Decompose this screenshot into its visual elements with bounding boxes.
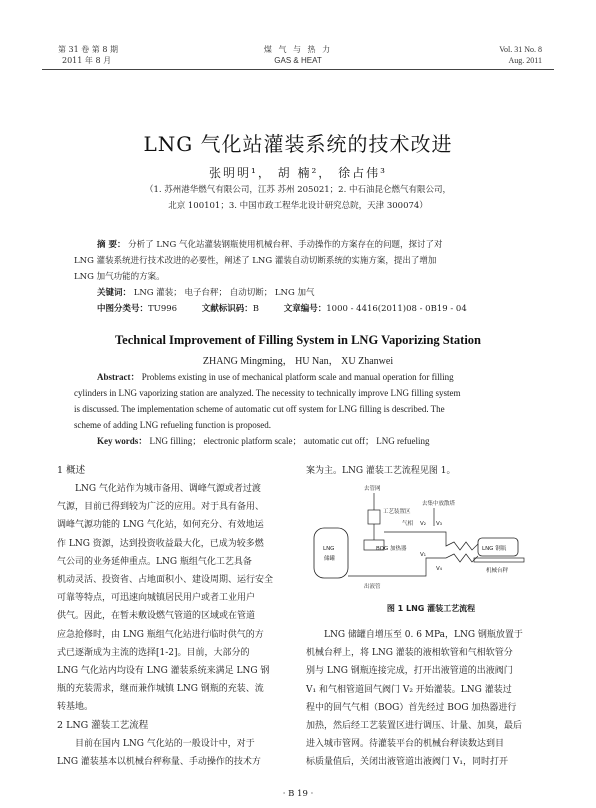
abstract-en-line-4: scheme of adding LNG refueling function is proposed. xyxy=(74,420,271,430)
abstract-en-text-1: Problems existing in use of mechanical platform scale and manual operation for filling xyxy=(141,372,454,382)
header-date-en: Aug. 2011 xyxy=(508,56,542,65)
page-title-en: Technical Improvement of Filling System in LNG Vaporizing Station xyxy=(114,333,481,347)
journal-name-en: GAS & HEAT xyxy=(274,56,322,65)
body-line: LNG 储罐自增压至 0. 6 MPa，LNG 钢瓶放置于 xyxy=(324,630,523,640)
abstract-en-line-2: cylinders in LNG vaporizing station are analyzed. The necessity to technically improve LNG filling system xyxy=(74,388,461,398)
abstract-zh-label: 摘 要： xyxy=(97,240,126,250)
tower-label: 去集中放散塔 xyxy=(422,501,456,507)
header-date-zh: 2011 年 8 月 xyxy=(62,56,112,65)
journal-name-zh: 煤 气 与 热 力 xyxy=(263,45,333,54)
body-line: 调峰气源功能的 LNG 气化站，如何充分、有效地运 xyxy=(57,520,264,531)
body-line: V₁ 和气相管道回气阀门 V₂ 开始灌装。LNG 灌装过 xyxy=(306,684,512,695)
lng-tank-shape xyxy=(314,528,348,578)
lng-filling-process-diagram xyxy=(306,480,556,600)
body-line: 标质量值后，关闭出液管道出液阀门 V₁，同时打开 xyxy=(306,757,508,768)
page-title-zh: LNG 气化站灌装系统的技术改进 xyxy=(143,132,453,156)
header-volume-en: Vol. 31 No. 8 xyxy=(499,45,542,54)
valve-v2-label: V₂ xyxy=(420,521,426,527)
valve-v1-label: V₁ xyxy=(420,552,426,558)
header-rule xyxy=(42,69,554,70)
abstract-zh-line-2: LNG 灌装系统进行技术改进的必要性，阐述了 LNG 灌装自动切断系统的实施方案，提出了增加 xyxy=(74,256,437,266)
process-unit-box xyxy=(368,510,380,524)
clc-code: TU996 xyxy=(148,304,178,314)
body-line: 进入城市管网。待灌装平台的机械台秤读数达到目 xyxy=(306,739,505,750)
vent-label: 去管网 xyxy=(364,486,381,492)
body-line: 别与 LNG 钢瓶连接完成，打开出液管道的出液阀门 xyxy=(306,666,513,677)
affiliation-line-1: （1. 苏州港华燃气有限公司，江苏 苏州 205021；2. 中石油昆仑燃气有限公司， xyxy=(145,185,451,195)
doc-code-label: 文献标识码： xyxy=(201,304,253,314)
right-column-body xyxy=(306,626,556,772)
scale-shape xyxy=(474,558,524,562)
abstract-en-label: Abstract： xyxy=(97,372,140,382)
keywords-en-text: LNG filling； electronic platform scale； automatic cut off； LNG refueling xyxy=(149,436,430,446)
body-line: 机械台秤上，将 LNG 灌装的液相软管和气相软管分 xyxy=(306,648,513,659)
body-line: 瓶的充装需求，继而兼作城镇 LNG 钢瓶的充装、流 xyxy=(57,684,264,695)
keywords-en-label: Key words： xyxy=(97,436,148,446)
section-2-title: 2 LNG 灌装工艺流程 xyxy=(57,719,149,731)
abstract-zh-text-1: 分析了 LNG 气化站灌装钢瓶使用机械台秤、手动操作的方案存在的问题，探讨了对 xyxy=(128,240,443,250)
classification-line xyxy=(97,301,467,317)
body-line: 可靠等特点，可迅速向城镇居民用户或者工业用户 xyxy=(57,593,256,604)
left-column-body xyxy=(57,480,297,771)
article-no-label: 文章编号： xyxy=(283,304,327,314)
keywords-zh xyxy=(97,285,314,301)
scale-label: 机械台秤 xyxy=(486,568,509,574)
doc-code: B xyxy=(252,304,260,314)
body-line: LNG 气化站内均设有 LNG 灌装系统来满足 LNG 钢 xyxy=(57,666,270,677)
body-line: 转基地。 xyxy=(57,702,94,713)
cylinder-label: LNG 钢瓶 xyxy=(482,546,507,552)
keywords-zh-label: 关键词： xyxy=(97,288,132,298)
body-line: 作 LNG 资源，达到投资收益最大化，已成为较多燃 xyxy=(57,538,264,549)
liquid-line-label: 出液管 xyxy=(364,584,381,590)
body-line: LNG 灌装基本以机械台秤称量、手动操作的技术方 xyxy=(57,757,261,768)
keywords-en xyxy=(97,433,430,449)
abstract-zh-line-3: LNG 加气功能的方案。 xyxy=(74,272,165,282)
body-line: LNG 气化站作为城市备用、调峰气源或者过渡 xyxy=(75,484,261,494)
tank-label-2: 储罐 xyxy=(324,556,336,562)
body-line: 加热，然后经工艺装置区进行调压、计量、加臭，最后 xyxy=(306,721,523,732)
article-no: 1000 - 4416(2011)08 - 0B19 - 04 xyxy=(326,304,467,314)
tank-label-1: LNG xyxy=(323,546,335,552)
body-line: 式已逐渐成为主流的选择[1-2]。目前，大部分的 xyxy=(57,647,250,658)
authors-en: ZHANG Mingming， HU Nan， XU Zhanwei xyxy=(202,356,394,367)
body-line: 目前在国内 LNG 气化站的一般设计中，对于 xyxy=(75,738,255,749)
body-line: 程中的回气气相（BOG）首先经过 BOG 加热器进行 xyxy=(306,702,517,713)
abstract-zh-line-1 xyxy=(97,237,442,253)
figure-1-caption: 图 1 LNG 灌装工艺流程 xyxy=(386,604,476,613)
section-1-title: 1 概述 xyxy=(57,465,86,476)
bog-heater-label: BOG 加热器 xyxy=(376,546,407,552)
valve-v3-label: V₃ xyxy=(436,521,442,527)
body-line: 机动灵活、投资省、占地面积小、建设周期、运行安全 xyxy=(57,575,274,586)
process-area-label: 工艺装置区 xyxy=(383,509,411,515)
body-line: 应急抢修时，由 LNG 瓶组气化站进行临时供气的方 xyxy=(57,629,264,640)
valve-v4-label: V₄ xyxy=(436,566,442,572)
body-line: 气源，目前已得到较为广泛的应用。对于具有备用、 xyxy=(57,502,265,513)
abstract-en-line-3: is discussed. The implementation scheme of automatic cut off system for LNG filling is described. The xyxy=(74,404,445,414)
liquid-line xyxy=(348,554,478,576)
keywords-zh-text: LNG 灌装； 电子台秤； 自动切断； LNG 加气 xyxy=(133,288,315,298)
body-line: 供气。因此，在暂未敷设燃气管道的区域或在管道 xyxy=(57,611,256,622)
page-number: · B 19 · xyxy=(282,789,314,799)
affiliation-line-2: 北京 100101；3. 中国市政工程华北设计研究总院，天津 300074） xyxy=(168,201,428,211)
authors-zh: 张明明¹， 胡 楠²， 徐占伟³ xyxy=(209,166,387,180)
header-volume-zh: 第 31 卷 第 8 期 xyxy=(58,45,118,54)
body-line: 气公司的业务延伸重点。LNG 瓶组气化工艺具备 xyxy=(57,556,252,567)
clc-label: 中图分类号： xyxy=(97,304,149,314)
gas-phase-label: 气相 xyxy=(402,521,414,527)
right-column-intro: 案为主。LNG 灌装工艺流程见图 1。 xyxy=(306,466,456,476)
abstract-en-line-1 xyxy=(97,369,454,385)
